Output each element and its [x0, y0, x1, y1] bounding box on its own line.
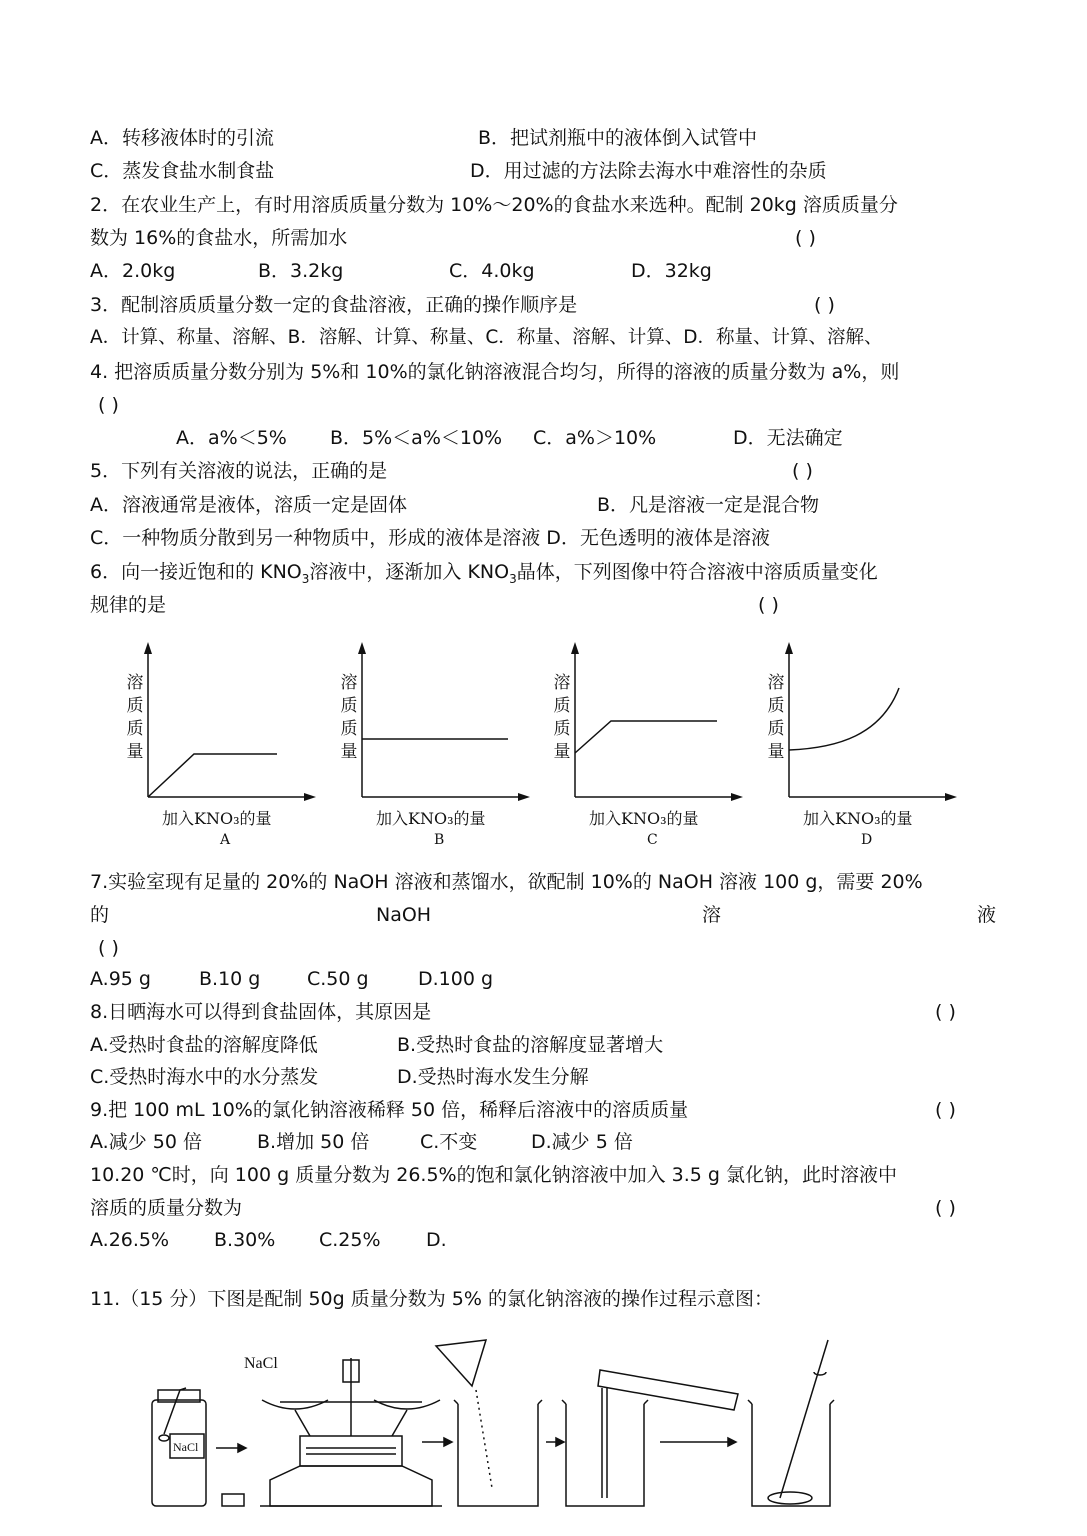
- lab-procedure-illustration: [140, 1338, 860, 1518]
- q9-option-c: C.不变: [420, 1131, 478, 1153]
- graph-c-y-arrow: [571, 642, 579, 654]
- q7-option-a: A.95 g: [90, 968, 151, 990]
- graph-d-x-arrow: [945, 793, 957, 801]
- q5-stem: 5．下列有关溶液的说法，正确的是: [90, 460, 388, 482]
- q7-option-d: D.100 g: [418, 968, 494, 990]
- q2-option-b: B．3.2kg: [258, 260, 344, 282]
- balance-icon: [260, 1358, 442, 1506]
- q5-option-b: B．凡是溶液一定是混合物: [597, 494, 820, 516]
- q6-answer-paren: ( ): [758, 594, 779, 616]
- q5-option-cd: C．一种物质分散到另一种物质中，形成的液体是溶液 D．无色透明的液体是溶液: [90, 527, 770, 549]
- q10-stem-line1: 10.20 ℃时，向 100 g 质量分数为 26.5%的饱和氯化钠溶液中加入 3.5 g 氯化钠，此时溶液中: [90, 1164, 898, 1186]
- graph-d-xlabel: 加入KNO₃的量: [803, 809, 913, 828]
- q8-option-b: B.受热时食盐的溶解度显著增大: [397, 1034, 664, 1056]
- q10-option-a: A.26.5%: [90, 1229, 170, 1251]
- q4-option-d: D．无法确定: [733, 427, 843, 449]
- graph-d-ylabel: 溶 质 质 量: [767, 673, 785, 762]
- q2-option-a: A．2.0kg: [90, 260, 176, 282]
- graph-b-caption: B: [434, 832, 445, 848]
- graph-a: [122, 640, 322, 855]
- beaker-3-icon: [748, 1340, 834, 1506]
- graph-c-xlabel: 加入KNO₃的量: [589, 809, 699, 828]
- q10-option-c: C.25%: [319, 1229, 381, 1251]
- graph-d-curve: [789, 688, 899, 750]
- q4-answer-paren: ( ): [98, 394, 119, 416]
- graph-b: [336, 640, 536, 855]
- q4-stem: 4. 把溶质质量分数分别为 5%和 10%的氯化钠溶液混合均匀，所得的溶液的质量分数为 a%，则: [90, 361, 900, 383]
- beaker-2-icon: [562, 1370, 738, 1506]
- q10-option-d: D.: [426, 1229, 447, 1251]
- q7-word-1: 的: [90, 904, 110, 926]
- graph-a-curve: [148, 754, 277, 797]
- graph-c-ylabel: 溶 质 质 量: [553, 673, 571, 762]
- jar-nacl-label: NaCl: [173, 1440, 199, 1454]
- q7-stem-line1: 7.实验室现有足量的 20%的 NaOH 溶液和蒸馏水，欲配制 10%的 NaOH 溶液 100 g，需要 20%: [90, 871, 923, 893]
- graph-c: [549, 640, 749, 855]
- graph-b-x-arrow: [518, 793, 530, 801]
- q6-stem-line2: 规律的是: [90, 594, 167, 616]
- graph-d-caption: D: [861, 832, 873, 848]
- graph-c-x-arrow: [731, 793, 743, 801]
- q5-option-a: A．溶液通常是液体，溶质一定是固体: [90, 494, 407, 516]
- graph-c-curve: [575, 721, 717, 753]
- q10-stem-line2: 溶质的质量分数为: [90, 1197, 243, 1219]
- q6-subscript-2: 3: [509, 571, 517, 586]
- q8-option-c: C.受热时海水中的水分蒸发: [90, 1066, 319, 1088]
- arrow-icon-4: [660, 1438, 736, 1446]
- q2-answer-paren: ( ): [795, 227, 816, 249]
- graph-b-xlabel: 加入KNO₃的量: [376, 809, 486, 828]
- q9-option-a: A.减少 50 倍: [90, 1131, 202, 1153]
- q8-answer-paren: ( ): [935, 1001, 956, 1023]
- q7-word-2: NaOH: [376, 904, 432, 926]
- q11-stem: 11.（15 分）下图是配制 50g 质量分数为 5% 的氯化钠溶液的操作过程示意图：: [90, 1288, 773, 1310]
- q7-option-c: C.50 g: [307, 968, 369, 990]
- q6-subscript-1: 3: [301, 571, 310, 586]
- q6-stem-part3: 晶体，下列图像中符合溶液中溶质质量变化: [516, 561, 878, 583]
- q8-stem: 8.日晒海水可以得到食盐固体，其原因是: [90, 1001, 432, 1023]
- graph-a-caption: A: [220, 832, 231, 848]
- q8-option-a: A.受热时食盐的溶解度降低: [90, 1034, 318, 1056]
- beaker-1-icon: [436, 1340, 542, 1506]
- q2-stem-line2: 数为 16%的食盐水，所需加水: [90, 227, 348, 249]
- q8-option-d: D.受热时海水发生分解: [397, 1066, 589, 1088]
- q9-answer-paren: ( ): [935, 1099, 956, 1121]
- q1-option-a: A．转移液体时的引流: [90, 127, 274, 149]
- q2-option-d: D．32kg: [631, 260, 712, 282]
- graph-c-caption: C: [647, 832, 658, 848]
- q6-stem-part1: 6．向一接近饱和的 KNO: [90, 561, 302, 583]
- q9-stem: 9.把 100 mL 10%的氯化钠溶液稀释 50 倍，稀释后溶液中的溶质质量: [90, 1099, 689, 1121]
- q10-option-b: B.30%: [214, 1229, 276, 1251]
- q2-option-c: C．4.0kg: [449, 260, 535, 282]
- graph-a-ylabel: 溶 质 质 量: [126, 673, 144, 762]
- q3-stem: 3．配制溶质质量分数一定的食盐溶液，正确的操作顺序是: [90, 294, 578, 316]
- q1-option-d: D．用过滤的方法除去海水中难溶性的杂质: [470, 160, 827, 182]
- q9-option-d: D.减少 5 倍: [531, 1131, 633, 1153]
- q1-option-c: C．蒸发食盐水制食盐: [90, 160, 275, 182]
- q7-answer-paren: ( ): [98, 937, 119, 959]
- lab-procedure-drawing: [140, 1338, 860, 1518]
- balance-nacl-label: NaCl: [244, 1355, 278, 1372]
- q6-stem-line1: [90, 558, 878, 593]
- arrow-icon-1: [216, 1444, 246, 1452]
- q7-word-4: 液: [977, 904, 997, 926]
- arrow-icon-2: [422, 1438, 452, 1446]
- q3-options: A．计算、称量、溶解、B．溶解、计算、称量、C．称量、溶解、计算、D．称量、计算、溶解、: [90, 327, 883, 348]
- arrow-icon-3: [546, 1438, 564, 1446]
- graph-a-xlabel: 加入KNO₃的量: [162, 809, 272, 828]
- q6-stem-part2: 溶液中，逐渐加入 KNO: [309, 561, 510, 583]
- graph-a-y-arrow: [144, 642, 152, 654]
- q4-option-c: C．a%＞10%: [533, 427, 657, 449]
- q4-option-b: B．5%＜a%＜10%: [330, 427, 503, 449]
- q4-option-a: A．a%＜5%: [176, 427, 287, 449]
- graph-d: [763, 640, 963, 855]
- q7-word-3: 溶: [702, 904, 722, 926]
- graph-b-ylabel: 溶 质 质 量: [340, 673, 358, 762]
- graph-d-y-arrow: [785, 642, 793, 654]
- bottle-cap-icon: [222, 1494, 244, 1506]
- q10-answer-paren: ( ): [935, 1197, 956, 1219]
- q7-option-b: B.10 g: [199, 968, 261, 990]
- q3-answer-paren: ( ): [814, 294, 835, 316]
- graph-b-y-arrow: [358, 642, 366, 654]
- q2-stem-line1: 2．在农业生产上，有时用溶质质量分数为 10%～20%的食盐水来选种。配制 20kg 溶质质量分: [90, 194, 898, 216]
- q9-option-b: B.增加 50 倍: [257, 1131, 370, 1153]
- q1-option-b: B．把试剂瓶中的液体倒入试管中: [478, 127, 758, 149]
- graph-a-x-arrow: [304, 793, 316, 801]
- q5-answer-paren: ( ): [792, 460, 813, 482]
